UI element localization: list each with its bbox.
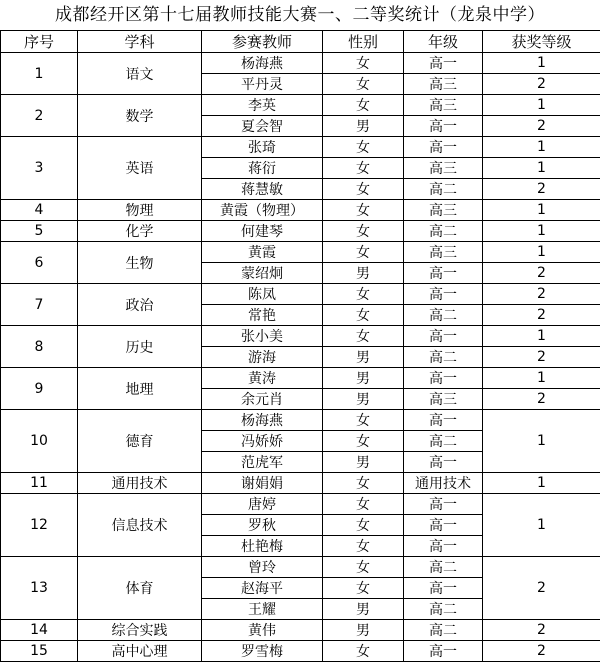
- cell-teacher: 余元肖: [202, 389, 323, 410]
- cell-gender: 女: [323, 284, 404, 305]
- cell-gender: 男: [323, 263, 404, 284]
- cell-no: 4: [1, 200, 78, 221]
- cell-teacher: 游海: [202, 347, 323, 368]
- cell-no: 10: [1, 410, 78, 473]
- table-row: [1, 620, 600, 641]
- cell-subject: 化学: [78, 221, 202, 242]
- cell-subject: 历史: [78, 326, 202, 368]
- header-award: 获奖等级: [483, 31, 600, 53]
- cell-award: 1: [483, 53, 600, 74]
- cell-grade: 高一: [404, 515, 483, 536]
- cell-award: 2: [483, 263, 600, 284]
- cell-award: 2: [483, 389, 600, 410]
- cell-gender: 女: [323, 179, 404, 200]
- cell-teacher: 冯娇娇: [202, 431, 323, 452]
- cell-teacher: 黄霞: [202, 242, 323, 263]
- cell-teacher: 蒋衍: [202, 158, 323, 179]
- cell-gender: 女: [323, 431, 404, 452]
- cell-gender: 女: [323, 95, 404, 116]
- cell-grade: 高一: [404, 494, 483, 515]
- cell-grade: 高三: [404, 95, 483, 116]
- cell-award: 1: [483, 137, 600, 158]
- cell-grade: 高三: [404, 242, 483, 263]
- cell-grade: 高一: [404, 410, 483, 431]
- cell-teacher: 罗秋: [202, 515, 323, 536]
- cell-teacher: 杨海燕: [202, 410, 323, 431]
- page-title: 成都经开区第十七届教师技能大赛一、二等奖统计（龙泉中学）: [0, 0, 600, 30]
- cell-gender: 女: [323, 326, 404, 347]
- cell-gender: 男: [323, 347, 404, 368]
- cell-gender: 女: [323, 494, 404, 515]
- table-row: [1, 410, 600, 431]
- cell-teacher: 杨海燕: [202, 53, 323, 74]
- cell-gender: 男: [323, 389, 404, 410]
- cell-teacher: 陈凤: [202, 284, 323, 305]
- table-row: [1, 200, 600, 221]
- cell-grade: 高二: [404, 557, 483, 578]
- cell-teacher: 黄霞（物理）: [202, 200, 323, 221]
- table-row: [1, 494, 600, 515]
- cell-gender: 女: [323, 242, 404, 263]
- cell-no: 2: [1, 95, 78, 137]
- table-body: [1, 53, 600, 662]
- cell-gender: 女: [323, 221, 404, 242]
- cell-grade: 高一: [404, 263, 483, 284]
- cell-award: 1: [483, 494, 600, 557]
- cell-grade: 高一: [404, 578, 483, 599]
- cell-subject: 综合实践: [78, 620, 202, 641]
- cell-grade: 高二: [404, 431, 483, 452]
- cell-grade: 高一: [404, 641, 483, 662]
- cell-no: 6: [1, 242, 78, 284]
- cell-award: 1: [483, 95, 600, 116]
- cell-subject: 语文: [78, 53, 202, 95]
- cell-no: 8: [1, 326, 78, 368]
- cell-award: 1: [483, 473, 600, 494]
- header-no: 序号: [1, 31, 78, 53]
- cell-no: 5: [1, 221, 78, 242]
- cell-award: 2: [483, 116, 600, 137]
- cell-gender: 女: [323, 515, 404, 536]
- cell-grade: 高一: [404, 326, 483, 347]
- cell-grade: 高一: [404, 116, 483, 137]
- cell-award: 2: [483, 305, 600, 326]
- cell-subject: 物理: [78, 200, 202, 221]
- cell-grade: 高三: [404, 158, 483, 179]
- cell-teacher: 夏会智: [202, 116, 323, 137]
- cell-teacher: 平丹灵: [202, 74, 323, 95]
- cell-grade: 高三: [404, 74, 483, 95]
- cell-subject: 高中心理: [78, 641, 202, 662]
- cell-grade: 高一: [404, 53, 483, 74]
- cell-teacher: 蒋慧敏: [202, 179, 323, 200]
- cell-subject: 政治: [78, 284, 202, 326]
- cell-grade: 高二: [404, 599, 483, 620]
- cell-teacher: 杜艳梅: [202, 536, 323, 557]
- cell-teacher: 蒙绍炯: [202, 263, 323, 284]
- cell-gender: 女: [323, 305, 404, 326]
- cell-grade: 高三: [404, 200, 483, 221]
- table-row: [1, 368, 600, 389]
- cell-award: 2: [483, 641, 600, 662]
- award-table: [0, 30, 600, 662]
- cell-gender: 男: [323, 368, 404, 389]
- cell-no: 9: [1, 368, 78, 410]
- cell-gender: 女: [323, 578, 404, 599]
- table-row: [1, 641, 600, 662]
- header-grade: 年级: [404, 31, 483, 53]
- cell-grade: 高二: [404, 305, 483, 326]
- cell-teacher: 何建琴: [202, 221, 323, 242]
- cell-subject: 德育: [78, 410, 202, 473]
- cell-gender: 女: [323, 137, 404, 158]
- header-teacher: 参赛教师: [202, 31, 323, 53]
- cell-no: 12: [1, 494, 78, 557]
- cell-gender: 女: [323, 641, 404, 662]
- cell-subject: 数学: [78, 95, 202, 137]
- cell-award: 1: [483, 221, 600, 242]
- cell-gender: 女: [323, 536, 404, 557]
- cell-award: 2: [483, 179, 600, 200]
- cell-gender: 男: [323, 452, 404, 473]
- cell-no: 7: [1, 284, 78, 326]
- cell-award: 2: [483, 347, 600, 368]
- cell-teacher: 王耀: [202, 599, 323, 620]
- header-row: [1, 31, 600, 53]
- cell-gender: 男: [323, 620, 404, 641]
- cell-grade: 高二: [404, 347, 483, 368]
- cell-subject: 地理: [78, 368, 202, 410]
- cell-teacher: 唐婷: [202, 494, 323, 515]
- cell-no: 1: [1, 53, 78, 95]
- cell-teacher: 罗雪梅: [202, 641, 323, 662]
- cell-subject: 通用技术: [78, 473, 202, 494]
- cell-teacher: 赵海平: [202, 578, 323, 599]
- cell-teacher: 谢娟娟: [202, 473, 323, 494]
- cell-subject: 英语: [78, 137, 202, 200]
- cell-grade: 高二: [404, 221, 483, 242]
- cell-subject: 体育: [78, 557, 202, 620]
- cell-gender: 女: [323, 410, 404, 431]
- cell-no: 3: [1, 137, 78, 200]
- cell-grade: 高二: [404, 179, 483, 200]
- cell-grade: 高一: [404, 452, 483, 473]
- cell-grade: 高一: [404, 284, 483, 305]
- table-row: [1, 284, 600, 305]
- cell-grade: 高二: [404, 620, 483, 641]
- cell-no: 11: [1, 473, 78, 494]
- cell-teacher: 李英: [202, 95, 323, 116]
- cell-award: 1: [483, 326, 600, 347]
- cell-gender: 女: [323, 200, 404, 221]
- cell-award: 2: [483, 620, 600, 641]
- cell-award: 2: [483, 557, 600, 620]
- cell-award: 1: [483, 158, 600, 179]
- cell-award: 2: [483, 284, 600, 305]
- table-row: [1, 95, 600, 116]
- cell-no: 15: [1, 641, 78, 662]
- table-row: [1, 137, 600, 158]
- table-row: [1, 557, 600, 578]
- cell-award: 2: [483, 74, 600, 95]
- cell-teacher: 黄涛: [202, 368, 323, 389]
- cell-award: 1: [483, 200, 600, 221]
- cell-gender: 女: [323, 557, 404, 578]
- cell-teacher: 常艳: [202, 305, 323, 326]
- table-row: [1, 53, 600, 74]
- table-row: [1, 473, 600, 494]
- cell-grade: 高一: [404, 368, 483, 389]
- table-row: [1, 242, 600, 263]
- cell-teacher: 张琦: [202, 137, 323, 158]
- cell-award: 1: [483, 410, 600, 473]
- cell-gender: 男: [323, 116, 404, 137]
- header-subject: 学科: [78, 31, 202, 53]
- cell-grade: 高一: [404, 137, 483, 158]
- cell-gender: 女: [323, 53, 404, 74]
- cell-teacher: 张小美: [202, 326, 323, 347]
- cell-teacher: 黄伟: [202, 620, 323, 641]
- cell-subject: 信息技术: [78, 494, 202, 557]
- cell-grade: 高三: [404, 389, 483, 410]
- cell-no: 14: [1, 620, 78, 641]
- cell-gender: 女: [323, 473, 404, 494]
- cell-award: 1: [483, 368, 600, 389]
- cell-teacher: 曾玲: [202, 557, 323, 578]
- table-row: [1, 221, 600, 242]
- cell-teacher: 范虎军: [202, 452, 323, 473]
- cell-gender: 男: [323, 599, 404, 620]
- cell-gender: 女: [323, 74, 404, 95]
- cell-subject: 生物: [78, 242, 202, 284]
- cell-grade: 通用技术: [404, 473, 483, 494]
- table-row: [1, 326, 600, 347]
- cell-gender: 女: [323, 158, 404, 179]
- header-gender: 性别: [323, 31, 404, 53]
- cell-award: 1: [483, 242, 600, 263]
- cell-grade: 高一: [404, 536, 483, 557]
- cell-no: 13: [1, 557, 78, 620]
